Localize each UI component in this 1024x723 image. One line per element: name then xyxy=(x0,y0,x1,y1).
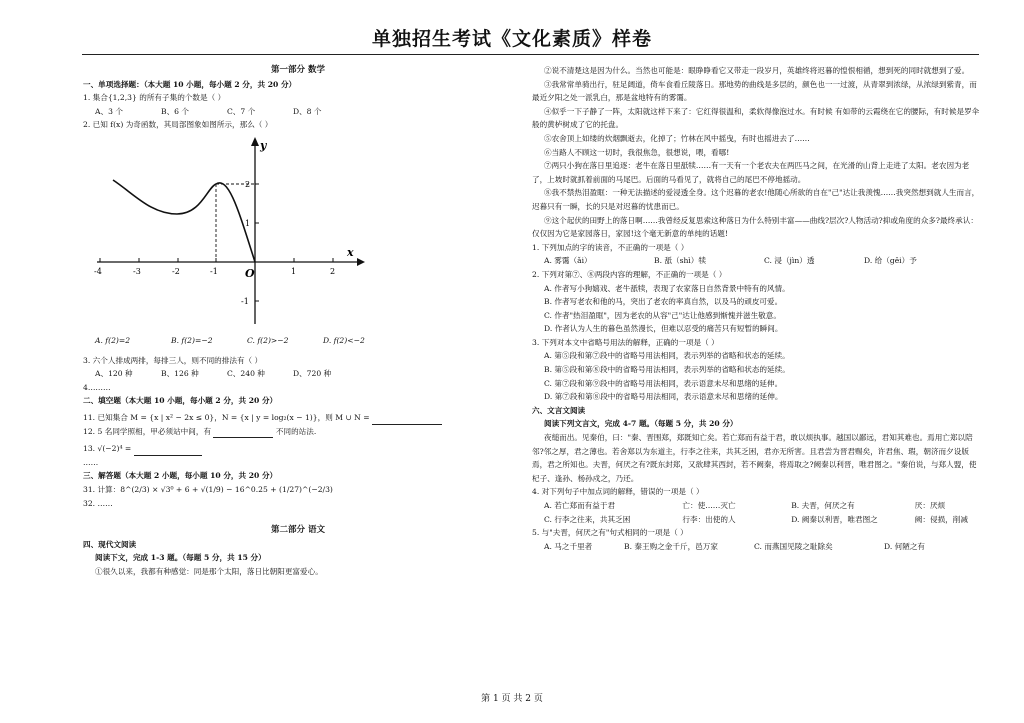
page-footer: 第 1 页 共 2 页 xyxy=(481,694,543,704)
y-tick-1: 1 xyxy=(245,218,251,228)
y-tick-neg1: -1 xyxy=(241,296,249,306)
question-1: 1. 集合{1,2,3} 的所有子集的个数是（ ） xyxy=(83,93,226,103)
paragraph-9: ⑨这个起伏的田野上的落日啊……我曾经反复思索这种落日为什么特别丰富——曲线?层次?人物活动?抑或角度的众多?最终承认：仅仅因为它是家园落日，家园!这个毫无新意的单纯的话题! xyxy=(532,215,978,239)
question-13-blank xyxy=(134,455,202,456)
r-q5-option-d: D. 何陋之有 xyxy=(884,541,926,551)
q1-option-d: D、8 个 xyxy=(293,106,322,116)
r-q5-options xyxy=(532,540,984,554)
y-tick-2: 2 xyxy=(245,179,251,189)
function-curve xyxy=(113,180,255,262)
question-12 xyxy=(83,425,513,439)
paragraph-7: ⑦两只小狗在落日里追逐：老牛在落日里舐犊……有一天有一个老农夫在两匹马之间，在光滑的山背上走进了太阳。老农因为老了，上坡时就抓着前面的马尾巴。后面的马看见了，就将自己的尾巴不停地摇动。 xyxy=(532,161,970,184)
classical-passage: 夜缒而出。见秦伯，曰："秦、晋围郑，郑既知亡矣。若亡郑而有益于君，敢以烦执事。越国以鄙远，君知其难也。焉用亡郑以陪邻?邻之厚，君之薄也。若舍郑以为东道主，行李之往来，共其乏困，君亦无所害。且君尝为晋君赐矣，许君焦、瑕，朝济而夕设版焉，君之所知也。夫晋，何厌之有?既东封郑，又欲肆其西封，若不阙秦，将焉取之?阙秦以利晋，唯君图之。"秦伯说，与郑人盟，使杞子、逢孙、杨孙戍之，乃还。 xyxy=(532,433,977,483)
q2-option-b: B. f(2)=−2 xyxy=(171,335,213,345)
q3-option-c: C、240 种 xyxy=(227,369,265,379)
r-q4-option-c-gloss: 行李：出使的人 xyxy=(682,514,736,524)
r-q3-option-c: C. 第⑦段和第⑨段中的省略号用法相同，表示语意未尽和思绪的延伸。 xyxy=(544,378,783,388)
q3-option-d: D、720 种 xyxy=(293,369,332,379)
x-tick-neg3: -3 xyxy=(133,266,141,276)
r-q4-option-c: C. 行李之往来，共其乏困 xyxy=(544,514,631,524)
x-axis-label: x xyxy=(347,245,354,259)
question-2: 2. 已知 f(x) 为奇函数，其局部图象如图所示，那么（ ） xyxy=(83,120,273,130)
r-q5-option-a: A. 马之千里者 xyxy=(544,541,593,551)
q3-option-a: A、120 种 xyxy=(95,369,133,379)
r-q4-option-d: D. 阙秦以利晋，唯君图之 xyxy=(791,514,878,524)
r-q5-option-c: C. 而燕国见陵之耻除矣 xyxy=(754,541,833,551)
question-31: 31. 计算：8^(2/3) × √3⁰ + 6 + √(1/9) − 16^0.25 + (1/27)^(−2/3) xyxy=(83,484,333,494)
r-question-4: 4. 对下列句子中加点词的解释，错误的一项是（ ） xyxy=(532,487,704,497)
r-q4-option-b-gloss: 厌：厌烦 xyxy=(914,501,946,510)
function-graph xyxy=(89,132,369,332)
r-q3-option-d: D. 第⑦段和第⑧段中的省略号用法相同，表示语意未尽和思绪的延伸。 xyxy=(544,392,783,402)
x-tick-neg4: -4 xyxy=(94,266,102,276)
right-column xyxy=(532,64,984,553)
r-q3-option-a: A. 第⑤段和第⑦段中的省略号用法相同，表示列举的省略和状态的延续。 xyxy=(544,351,790,361)
part2-title: 第二部分 语文 xyxy=(271,525,325,536)
question-12-suffix: 不同的站法. xyxy=(275,426,317,436)
r-q4-option-a-gloss: 亡：使……灭亡 xyxy=(682,501,736,510)
r-q1-option-c: C. 浸（jìn）透 xyxy=(764,256,815,266)
origin-label: O xyxy=(245,266,255,280)
title-rule xyxy=(82,54,979,55)
ellipsis: …… xyxy=(83,457,99,467)
question-3-options xyxy=(83,367,513,381)
q1-option-c: C、7 个 xyxy=(227,106,256,116)
r-question-1-options xyxy=(532,254,984,268)
left-column xyxy=(83,64,513,578)
question-4: 4……… xyxy=(83,382,111,392)
q2-option-d: D. f(2)<−2 xyxy=(323,335,365,345)
section4-heading: 四、现代文阅读 xyxy=(83,539,137,549)
r-question-3: 3. 下列对本文中省略号用法的解释，正确的一项是（ ） xyxy=(532,337,719,347)
question-12-text: 12. 5 名同学照相，甲必须站中间，有 xyxy=(83,426,212,436)
paragraph-3: ③我常常单骑出行，驻足阔道，倚车食看丘陵落日。那地势的曲线是多层的，颜色也一一过渡，从青翠到浓绿，从浓绿到紫青，而最近夕阳之处一派乳白，那是盆地特有的雾霭。 xyxy=(532,79,977,103)
q3-option-b: B、126 种 xyxy=(161,369,199,379)
question-1-options xyxy=(83,105,513,119)
section1-heading: 一、单项选择题：（本大题 10 小题，每小题 2 分，共 20 分） xyxy=(83,79,297,89)
r-q4-row-1 xyxy=(532,499,984,513)
r-q3-option-b: B. 第⑤段和第⑧段中的省略号用法相同，表示列举的省略和状态的延续。 xyxy=(544,365,790,375)
question-11 xyxy=(83,411,513,425)
x-tick-2: 2 xyxy=(330,266,336,276)
page-title: 单独招生考试《文化素质》样卷 xyxy=(371,28,652,50)
r-q2-option-a: A. 作者写小狗嬉戏、老牛舐犊，表现了农家落日自然背景中特有的风情。 xyxy=(544,283,790,293)
r-q2-option-b: B. 作者写老农和他的马，突出了老农的率真自然，以及马的顽皮可爱。 xyxy=(544,297,783,307)
section6-heading: 六、文言文阅读 xyxy=(532,405,586,415)
r-q2-option-d: D. 作者认为人生的暮色虽然漫长，但难以忍受的痛苦只有短暂的瞬间。 xyxy=(544,324,783,334)
part1-title: 第一部分 数学 xyxy=(271,65,325,75)
paragraph-2: ②说不清楚这是因为什么。当然也可能是：眼睁睁看它又带走一段岁月，英雄终将迟暮的惶恨相循，想到死的同时就想到了爱。 xyxy=(544,66,970,75)
x-axis-arrow xyxy=(357,258,365,266)
reading-instructions: 阅读下文，完成 1-3 题。（每题 5 分，共 15 分） xyxy=(95,553,266,563)
r-q1-option-b: B. 舐（shì）犊 xyxy=(654,256,706,266)
question-32: 32. …… xyxy=(83,498,113,508)
question-3: 3. 六个人排成两排，每排三人，则不同的排法有（ ） xyxy=(83,355,263,365)
r-q1-option-a: A. 雾霭（ǎi） xyxy=(544,256,592,266)
question-12-blank xyxy=(213,437,273,438)
paragraph-6: ⑥当路人不顾这一切时，我很焦急，很想说，喂，看哪! xyxy=(544,147,730,157)
paragraph-5: ⑤农舍顶上如缕的炊烟飘逝去，化掉了；竹林在风中摇曳，有时也摇进去了…… xyxy=(544,133,810,143)
r-q1-option-d: D. 给（gěi）予 xyxy=(864,256,917,266)
x-tick-neg1: -1 xyxy=(210,266,218,276)
r-q4-row-2 xyxy=(532,513,984,527)
paragraph-4: ④似乎一下子静了一阵，太阳就这样下来了：它红得很温和，柔软得像泡过水。有时候 有如带的云霞绕在它的腰际，有时候是罗伞般的黄栌树成了它的托盘。 xyxy=(532,106,980,130)
r-question-5: 5. 与"夫晋，何厌之有"句式相同的一项是（ ） xyxy=(532,528,688,538)
r-q5-option-b: B. 秦王购之金千斤，邑万家 xyxy=(624,541,718,551)
question-11-text: 11. 已知集合 M = {x | x² − 2x ≤ 0}，N = {x | y = log₂(x − 1)}，则 M ∪ N = xyxy=(83,412,370,422)
r-q2-option-c: C. 作者"热泪盈眶"，因为老农的从容"己"达让他感到惭愧并滋生敬意。 xyxy=(544,310,781,320)
question-2-options xyxy=(83,334,513,348)
r-q4-option-b: B. 夫晋，何厌之有 xyxy=(791,501,855,510)
r-question-1: 1. 下列加点的字的读音，不正确的一项是（ ） xyxy=(532,242,689,252)
section3-heading: 三、解答题（本大题 2 小题，每小题 10 分，共 20 分） xyxy=(83,471,278,481)
r-q4-option-a: A. 若亡郑而有益于君 xyxy=(544,501,616,510)
x-tick-neg2: -2 xyxy=(172,266,180,276)
q1-option-b: B、6 个 xyxy=(161,106,190,116)
section2-heading: 二、填空题（本大题 10 小题，每小题 2 分，共 20 分） xyxy=(83,396,278,406)
question-11-blank xyxy=(372,424,442,425)
question-13-text: 13. √(−2)⁴ = xyxy=(83,444,132,454)
y-axis-label: y xyxy=(260,138,267,152)
q2-option-a: A. f(2)=2 xyxy=(95,335,131,345)
paragraph-8: ⑧我不禁热泪盈眶：一种无法描述的爱浸透全身。这个迟暮的老农!他随心所欲的自在"己"达让我羡愧……我突然想到就人生而言，迟暮只有一瞬，长的只是对迟暮的忧患而已。 xyxy=(532,188,980,211)
question-13 xyxy=(83,442,513,456)
r-q4-option-d-gloss: 阙：侵损，削减 xyxy=(914,514,968,524)
y-axis-arrow xyxy=(251,137,259,146)
r-question-2: 2. 下列对第⑦、⑧两段内容的理解，不正确的一项是（ ） xyxy=(532,269,727,279)
paragraph-1: ①很久以来，我都有种感觉：同是那个太阳，落日比朝阳更富爱心。 xyxy=(95,566,323,576)
x-tick-1: 1 xyxy=(291,266,297,276)
classical-reading-instructions: 阅读下列文言文，完成 4-7 题。（每题 5 分，共 20 分） xyxy=(544,419,738,429)
q2-option-c: C. f(2)>−2 xyxy=(247,335,289,345)
q1-option-a: A、3 个 xyxy=(95,106,123,116)
